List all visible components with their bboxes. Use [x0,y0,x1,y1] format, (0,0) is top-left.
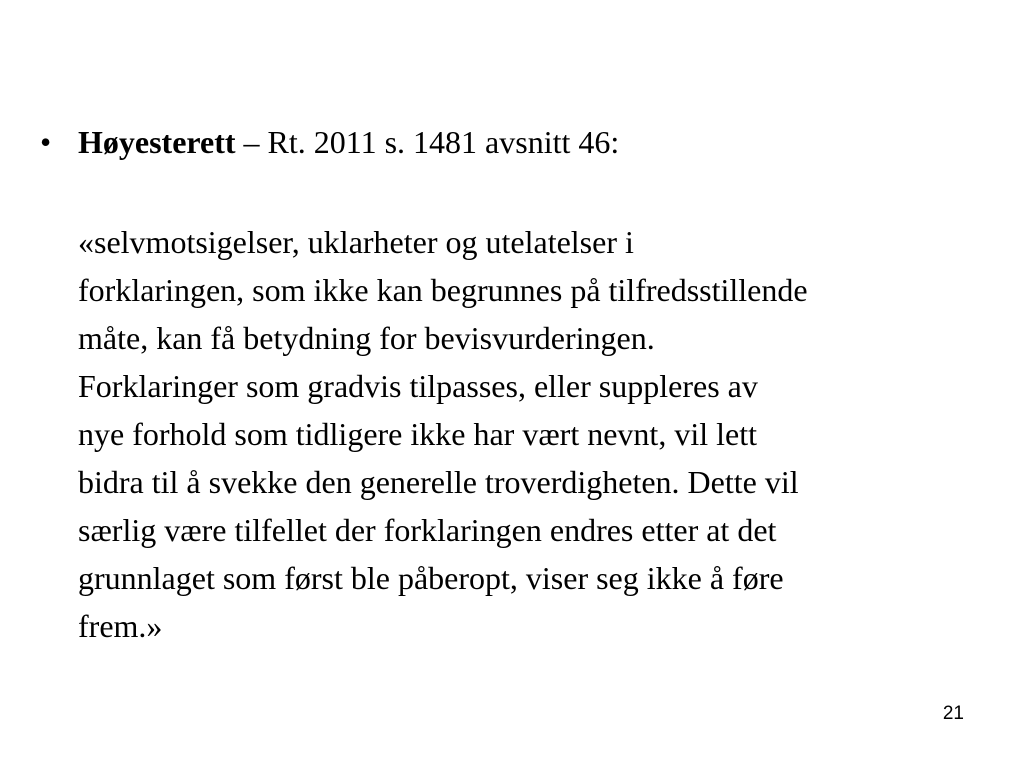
heading-court-name: Høyesterett [78,124,236,160]
quote-line: «selvmotsigelser, uklarheter og utelatelser i [78,224,634,260]
quote-line: frem.» [78,608,163,644]
quote-line: grunnlaget som først ble påberopt, viser seg ikke å føre [78,560,784,596]
quote-line: bidra til å svekke den generelle troverdigheten. Dette vil [78,464,799,500]
quote-block [78,218,1008,650]
bullet-heading [78,118,619,166]
bullet-dot: • [40,124,52,160]
quote-line: forklaringen, som ikke kan begrunnes på tilfredsstillende [78,272,808,308]
quote-line: nye forhold som tidligere ikke har vært nevnt, vil lett [78,416,757,452]
slide-number: 21 [942,703,964,724]
quote-line: måte, kan få betydning for bevisvurderingen. [78,320,655,356]
quote-line: særlig være tilfellet der forklaringen endres etter at det [78,512,777,548]
heading-citation: – Rt. 2011 s. 1481 avsnitt 46: [235,124,620,160]
quote-line: Forklaringer som gradvis tilpasses, eller suppleres av [78,368,758,404]
